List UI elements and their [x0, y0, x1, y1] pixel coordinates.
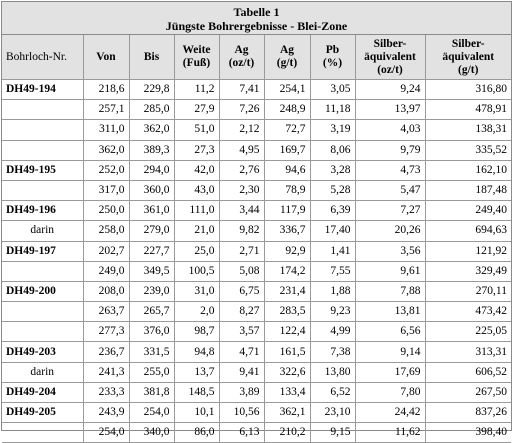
value-cell-von: 263,7 [83, 302, 129, 322]
table-caption [2, 2, 511, 35]
hole-cell: darin [2, 221, 83, 241]
value-cell-weite: 27,9 [174, 100, 219, 120]
value-cell-pb: 17,40 [310, 221, 355, 241]
table-row [2, 140, 511, 160]
value-cell-ag-oz: 4,71 [219, 342, 264, 362]
value-cell-bis: 376,0 [129, 322, 174, 342]
hole-cell [2, 261, 83, 281]
value-cell-pb: 7,55 [310, 261, 355, 281]
value-cell-aeq-oz: 3,56 [355, 241, 425, 261]
hole-cell: DH49-204 [2, 382, 83, 402]
value-cell-ag-g: 117,9 [264, 201, 310, 221]
results-table-container [1, 1, 512, 439]
column-header-text: äquivalent [364, 50, 416, 63]
table-body [2, 80, 511, 443]
column-header-text: Bohrloch-Nr. [6, 50, 68, 63]
value-cell-pb: 13,80 [310, 362, 355, 382]
value-cell-ag-g: 122,4 [264, 322, 310, 342]
column-header-text: (%) [322, 57, 343, 69]
header-row [2, 35, 511, 80]
value-cell-ag-oz: 7,41 [219, 80, 264, 100]
value-cell-von: 249,0 [83, 261, 129, 281]
value-cell-aeq-oz: 20,26 [355, 221, 425, 241]
value-cell-ag-oz: 2,76 [219, 160, 264, 180]
table-row [2, 180, 511, 200]
hole-cell [2, 120, 83, 140]
value-cell-weite: 13,7 [174, 362, 219, 382]
value-cell-pb: 1,41 [310, 241, 355, 261]
table-row [2, 120, 511, 140]
hole-cell: DH49-205 [2, 403, 83, 423]
value-cell-ag-g: 254,1 [264, 80, 310, 100]
table-row [2, 281, 511, 301]
value-cell-von: 250,0 [83, 201, 129, 221]
value-cell-von: 254,0 [83, 423, 129, 443]
value-cell-weite: 42,0 [174, 160, 219, 180]
value-cell-von: 208,0 [83, 281, 129, 301]
value-cell-pb: 6,52 [310, 382, 355, 402]
value-cell-pb: 1,88 [310, 281, 355, 301]
hole-cell [2, 302, 83, 322]
table-subtitle: Jüngste Bohrergebnisse - Blei-Zone [165, 19, 348, 33]
value-cell-weite: 21,0 [174, 221, 219, 241]
value-cell-ag-oz: 2,12 [219, 120, 264, 140]
value-cell-weite: 10,1 [174, 403, 219, 423]
value-cell-aeq-g: 478,91 [425, 100, 511, 120]
value-cell-aeq-g: 225,05 [425, 322, 511, 342]
hole-cell: DH49-200 [2, 281, 83, 301]
value-cell-aeq-g: 249,40 [425, 201, 511, 221]
value-cell-weite: 148,5 [174, 382, 219, 402]
value-cell-aeq-oz: 9,79 [355, 140, 425, 160]
value-cell-ag-g: 362,1 [264, 403, 310, 423]
value-cell-aeq-oz: 17,69 [355, 362, 425, 382]
hole-cell: DH49-196 [2, 201, 83, 221]
value-cell-bis: 294,0 [129, 160, 174, 180]
value-cell-ag-g: 94,6 [264, 160, 310, 180]
value-cell-pb: 3,19 [310, 120, 355, 140]
value-cell-pb: 9,15 [310, 423, 355, 443]
value-cell-pb: 4,99 [310, 322, 355, 342]
value-cell-weite: 100,5 [174, 261, 219, 281]
table-row [2, 160, 511, 180]
value-cell-weite: 43,0 [174, 180, 219, 200]
hole-cell: DH49-195 [2, 160, 83, 180]
value-cell-aeq-g: 606,52 [425, 362, 511, 382]
value-cell-aeq-g: 121,92 [425, 241, 511, 261]
value-cell-aeq-oz: 13,97 [355, 100, 425, 120]
column-header-text: (Fuß) [182, 57, 211, 69]
hole-cell: DH49-197 [2, 241, 83, 261]
hole-cell [2, 100, 83, 120]
value-cell-ag-oz: 10,56 [219, 403, 264, 423]
value-cell-bis: 254,0 [129, 403, 174, 423]
value-cell-bis: 255,0 [129, 362, 174, 382]
value-cell-weite: 11,2 [174, 80, 219, 100]
column-header-hole-number [2, 35, 83, 80]
value-cell-weite: 27,3 [174, 140, 219, 160]
value-cell-aeq-oz: 9,24 [355, 80, 425, 100]
column-header-text: Silber- [451, 37, 485, 50]
value-cell-bis: 360,0 [129, 180, 174, 200]
table-row [2, 302, 511, 322]
value-cell-aeq-g: 473,42 [425, 302, 511, 322]
value-cell-bis: 362,0 [129, 120, 174, 140]
value-cell-aeq-g: 138,31 [425, 120, 511, 140]
value-cell-von: 241,3 [83, 362, 129, 382]
value-cell-ag-oz: 6,13 [219, 423, 264, 443]
table-row [2, 221, 511, 241]
value-cell-bis: 279,0 [129, 221, 174, 241]
value-cell-pb: 11,18 [310, 100, 355, 120]
value-cell-ag-g: 248,9 [264, 100, 310, 120]
column-header-silver-eq-oz [355, 35, 425, 80]
value-cell-weite: 86,0 [174, 423, 219, 443]
value-cell-bis: 340,0 [129, 423, 174, 443]
column-header-ag-oz-per-ton [219, 35, 264, 80]
table-row [2, 261, 511, 281]
column-header-to [129, 35, 174, 80]
table-row [2, 241, 511, 261]
value-cell-von: 311,0 [83, 120, 129, 140]
value-cell-weite: 2,0 [174, 302, 219, 322]
value-cell-ag-oz: 9,82 [219, 221, 264, 241]
value-cell-aeq-oz: 4,03 [355, 120, 425, 140]
column-header-text: Pb [325, 44, 340, 56]
table-row [2, 80, 511, 100]
value-cell-von: 362,0 [83, 140, 129, 160]
value-cell-aeq-g: 398,40 [425, 423, 511, 443]
value-cell-aeq-oz: 11,62 [355, 423, 425, 443]
column-header-text: äquivalent [442, 50, 495, 63]
value-cell-aeq-oz: 24,42 [355, 403, 425, 423]
value-cell-weite: 25,0 [174, 241, 219, 261]
column-header-silver-eq-g [425, 35, 511, 80]
value-cell-aeq-oz: 6,56 [355, 322, 425, 342]
value-cell-pb: 3,05 [310, 80, 355, 100]
value-cell-aeq-g: 837,26 [425, 403, 511, 423]
value-cell-aeq-g: 316,80 [425, 80, 511, 100]
column-header-ag-g-per-ton [264, 35, 310, 80]
value-cell-aeq-g: 267,50 [425, 382, 511, 402]
drill-results-table [2, 35, 511, 443]
value-cell-bis: 227,7 [129, 241, 174, 261]
value-cell-aeq-g: 187,48 [425, 180, 511, 200]
value-cell-pb: 9,23 [310, 302, 355, 322]
value-cell-pb: 7,38 [310, 342, 355, 362]
hole-cell: darin [2, 362, 83, 382]
table-row [2, 201, 511, 221]
value-cell-ag-oz: 4,95 [219, 140, 264, 160]
value-cell-ag-oz: 6,75 [219, 281, 264, 301]
value-cell-bis: 265,7 [129, 302, 174, 322]
table-row [2, 322, 511, 342]
value-cell-von: 252,0 [83, 160, 129, 180]
value-cell-pb: 5,28 [310, 180, 355, 200]
table-row [2, 342, 511, 362]
value-cell-ag-g: 72,7 [264, 120, 310, 140]
value-cell-pb: 6,39 [310, 201, 355, 221]
value-cell-aeq-oz: 7,27 [355, 201, 425, 221]
value-cell-aeq-g: 313,31 [425, 342, 511, 362]
value-cell-aeq-g: 270,11 [425, 281, 511, 301]
value-cell-aeq-oz: 5,47 [355, 180, 425, 200]
column-header-text: (g/t) [458, 63, 479, 76]
value-cell-von: 277,3 [83, 322, 129, 342]
value-cell-von: 243,9 [83, 403, 129, 423]
value-cell-ag-g: 210,2 [264, 423, 310, 443]
value-cell-bis: 285,0 [129, 100, 174, 120]
value-cell-weite: 94,8 [174, 342, 219, 362]
hole-cell: DH49-194 [2, 80, 83, 100]
column-header-text: Von [96, 50, 116, 63]
value-cell-ag-oz: 9,41 [219, 362, 264, 382]
table-row [2, 403, 511, 423]
value-cell-aeq-oz: 13,81 [355, 302, 425, 322]
column-header-text: Bis [143, 50, 160, 63]
column-header-pb-percent [310, 35, 355, 80]
value-cell-ag-oz: 5,08 [219, 261, 264, 281]
hole-cell [2, 140, 83, 160]
value-cell-pb: 8,06 [310, 140, 355, 160]
value-cell-pb: 3,28 [310, 160, 355, 180]
column-header-from [83, 35, 129, 80]
column-header-text: Silber- [373, 37, 407, 50]
value-cell-pb: 23,10 [310, 403, 355, 423]
value-cell-ag-g: 322,6 [264, 362, 310, 382]
column-header-text: Weite [182, 44, 211, 56]
value-cell-aeq-g: 694,63 [425, 221, 511, 241]
value-cell-ag-g: 161,5 [264, 342, 310, 362]
value-cell-ag-g: 169,7 [264, 140, 310, 160]
value-cell-von: 258,0 [83, 221, 129, 241]
column-header-text: (oz/t) [228, 57, 255, 69]
value-cell-aeq-oz: 9,61 [355, 261, 425, 281]
table-row [2, 382, 511, 402]
value-cell-ag-oz: 3,44 [219, 201, 264, 221]
hole-cell [2, 322, 83, 342]
value-cell-aeq-g: 329,49 [425, 261, 511, 281]
value-cell-bis: 239,0 [129, 281, 174, 301]
column-header-width [174, 35, 219, 80]
value-cell-ag-g: 78,9 [264, 180, 310, 200]
value-cell-bis: 229,8 [129, 80, 174, 100]
value-cell-ag-g: 174,2 [264, 261, 310, 281]
value-cell-ag-oz: 8,27 [219, 302, 264, 322]
value-cell-von: 317,0 [83, 180, 129, 200]
value-cell-bis: 381,8 [129, 382, 174, 402]
value-cell-von: 202,7 [83, 241, 129, 261]
value-cell-aeq-g: 335,52 [425, 140, 511, 160]
value-cell-aeq-oz: 9,14 [355, 342, 425, 362]
table-row [2, 362, 511, 382]
value-cell-ag-oz: 7,26 [219, 100, 264, 120]
value-cell-bis: 331,5 [129, 342, 174, 362]
value-cell-weite: 111,0 [174, 201, 219, 221]
value-cell-bis: 389,3 [129, 140, 174, 160]
value-cell-ag-oz: 3,89 [219, 382, 264, 402]
value-cell-aeq-oz: 7,80 [355, 382, 425, 402]
value-cell-von: 236,7 [83, 342, 129, 362]
value-cell-aeq-oz: 4,73 [355, 160, 425, 180]
value-cell-ag-g: 231,4 [264, 281, 310, 301]
value-cell-ag-oz: 3,57 [219, 322, 264, 342]
value-cell-weite: 98,7 [174, 322, 219, 342]
value-cell-von: 257,1 [83, 100, 129, 120]
table-title: Tabelle 1 [233, 5, 280, 19]
value-cell-ag-g: 92,9 [264, 241, 310, 261]
column-header-text: Ag [234, 44, 249, 56]
value-cell-ag-g: 133,4 [264, 382, 310, 402]
column-header-text: (g/t) [276, 57, 298, 69]
value-cell-ag-g: 283,5 [264, 302, 310, 322]
value-cell-bis: 349,5 [129, 261, 174, 281]
value-cell-bis: 361,0 [129, 201, 174, 221]
hole-cell: DH49-203 [2, 342, 83, 362]
hole-cell [2, 180, 83, 200]
value-cell-weite: 31,0 [174, 281, 219, 301]
value-cell-aeq-oz: 7,88 [355, 281, 425, 301]
table-row [2, 100, 511, 120]
value-cell-ag-oz: 2,71 [219, 241, 264, 261]
value-cell-von: 218,6 [83, 80, 129, 100]
value-cell-aeq-g: 162,10 [425, 160, 511, 180]
value-cell-ag-g: 336,7 [264, 221, 310, 241]
value-cell-von: 233,3 [83, 382, 129, 402]
value-cell-weite: 51,0 [174, 120, 219, 140]
column-header-text: Ag [279, 44, 295, 56]
value-cell-ag-oz: 2,30 [219, 180, 264, 200]
column-header-text: (oz/t) [377, 63, 403, 76]
